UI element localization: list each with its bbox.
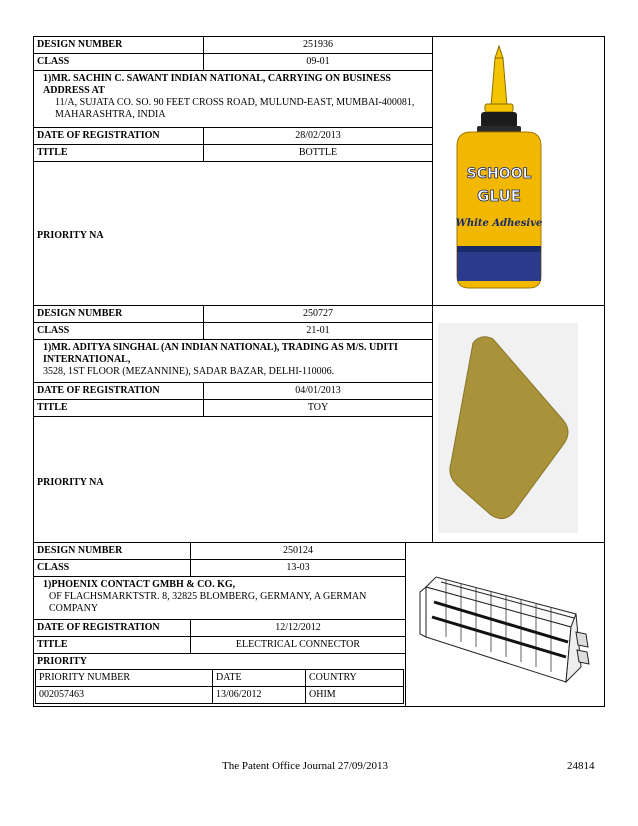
- owner-address-line: OF FLACHSMARKTSTR. 8, 32825 BLOMBERG, GERMANY, A GERMAN COMPANY: [49, 591, 367, 614]
- title-label: TITLE: [33, 144, 204, 162]
- design-image-bottle: [432, 36, 605, 306]
- design-number-value: 251936: [203, 36, 433, 54]
- priority-label: PRIORITY: [37, 656, 88, 667]
- bottle-label-line3: White Adhesive: [455, 218, 543, 229]
- date-cell: 13/06/2012: [213, 687, 306, 704]
- design-image-toy: [432, 305, 605, 543]
- design-number-value: 250727: [203, 305, 433, 323]
- bottle-image: [433, 36, 603, 304]
- owner-address: [33, 70, 433, 128]
- class-label: CLASS: [33, 559, 191, 577]
- date-value: 04/01/2013: [203, 382, 433, 400]
- design-number-label: DESIGN NUMBER: [33, 305, 204, 323]
- date-label: DATE OF REGISTRATION: [33, 382, 204, 400]
- owner-address-line: 3528, 1ST FLOOR (MEZANNINE), SADAR BAZAR, DELHI-110006.: [43, 366, 335, 377]
- toy-image: [433, 305, 603, 541]
- design-image-connector: [405, 542, 605, 707]
- owner-name: 1)PHOENIX CONTACT GMBH & CO. KG,: [43, 579, 236, 590]
- title-value: BOTTLE: [203, 144, 433, 162]
- design-number-label: DESIGN NUMBER: [33, 36, 204, 54]
- bottle-label-line2: GLUE: [477, 187, 521, 205]
- owner-name: 1)MR. SACHIN C. SAWANT INDIAN NATIONAL, CARRYING ON BUSINESS ADDRESS AT: [43, 73, 391, 96]
- journal-footer: The Patent Office Journal 27/09/2013: [222, 760, 388, 772]
- class-value: 21-01: [203, 322, 433, 340]
- bottle-label-line1: SCHOOL: [466, 166, 532, 182]
- date-value: 12/12/2012: [190, 619, 406, 637]
- page-number: 24814: [567, 760, 595, 772]
- owner-address-line: 11/A, SUJATA CO. SO. 90 FEET CROSS ROAD, MULUND-EAST, MUMBAI-400081, MAHARASHTRA, INDIA: [55, 97, 415, 120]
- design-number-label: DESIGN NUMBER: [33, 542, 191, 560]
- date-label: DATE OF REGISTRATION: [33, 619, 191, 637]
- date-header: DATE: [213, 670, 306, 687]
- priority-number-header: PRIORITY NUMBER: [36, 670, 213, 687]
- country-header: COUNTRY: [306, 670, 404, 687]
- table-row: [36, 670, 404, 687]
- date-value: 28/02/2013: [203, 127, 433, 145]
- priority-label: PRIORITY NA: [37, 477, 104, 488]
- class-label: CLASS: [33, 53, 204, 71]
- table-row: [36, 687, 404, 704]
- priority-cell: [33, 161, 433, 306]
- priority-number-cell: 002057463: [36, 687, 213, 704]
- title-value: TOY: [203, 399, 433, 417]
- class-value: 09-01: [203, 53, 433, 71]
- date-label: DATE OF REGISTRATION: [33, 127, 204, 145]
- class-label: CLASS: [33, 322, 204, 340]
- connector-image: [406, 542, 604, 705]
- title-label: TITLE: [33, 636, 191, 654]
- owner-address: [33, 339, 433, 383]
- design-number-value: 250124: [190, 542, 406, 560]
- country-cell: OHIM: [306, 687, 404, 704]
- title-value: ELECTRICAL CONNECTOR: [190, 636, 406, 654]
- title-label: TITLE: [33, 399, 204, 417]
- owner-name: 1)MR. ADITYA SINGHAL (AN INDIAN NATIONAL), TRADING AS M/S. UDITI INTERNATIONAL,: [43, 342, 398, 365]
- class-value: 13-03: [190, 559, 406, 577]
- priority-table: [35, 669, 404, 704]
- priority-label: PRIORITY NA: [37, 230, 104, 241]
- owner-address: [33, 576, 406, 620]
- priority-cell: [33, 653, 406, 707]
- priority-cell: [33, 416, 433, 543]
